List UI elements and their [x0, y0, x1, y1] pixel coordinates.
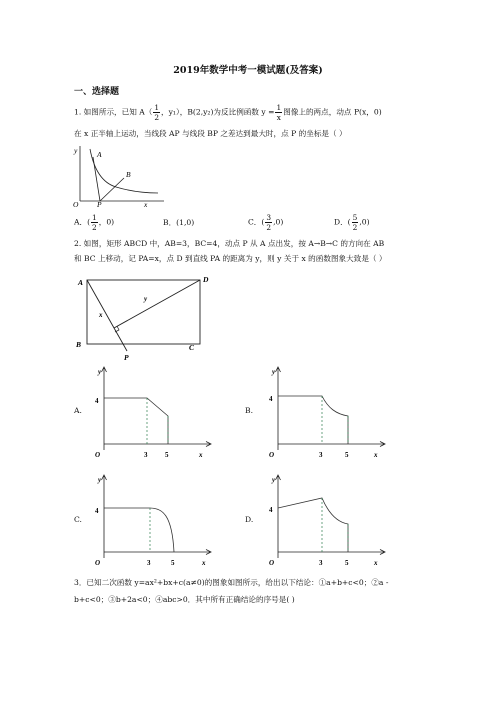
q2-graph-d-o: O [269, 559, 275, 567]
q1-option-c-tail: ,0) [273, 217, 284, 227]
q2-graph-b-x: x [374, 451, 378, 459]
q2-graph-d-y: y [272, 476, 276, 484]
q1-frac-func-den: x [276, 113, 281, 122]
q1-option-a-label: A．( [74, 217, 91, 227]
q1-option-c-den: 2 [266, 223, 272, 232]
q2-graph-d-x: x [374, 559, 378, 567]
x-axis [104, 442, 211, 447]
q1-fig-x: x [144, 200, 148, 209]
q2-graph-c-five: 5 [171, 559, 175, 567]
q2-graph-d-five: 5 [345, 559, 349, 567]
q1-fig-p: P [97, 200, 102, 209]
q2-graph-b-four: 4 [269, 395, 273, 403]
q1-fig-a: A [97, 150, 102, 159]
q2-graph-b [266, 364, 391, 464]
q2-graph-b-three: 3 [319, 451, 323, 459]
q2-number: 2. [74, 239, 82, 248]
q1-frac-func-num: 1 [276, 103, 282, 112]
q2-graph-a-five: 5 [165, 451, 169, 459]
q2-graph-c [92, 472, 217, 572]
q1-option-b: B．(1,0) [163, 218, 195, 227]
y-axis [102, 367, 107, 450]
x-axis [104, 550, 211, 555]
q2-graph-a-x: x [199, 451, 203, 459]
q1-option-c-label: C．( [248, 217, 265, 227]
q1-option-a-frac [91, 213, 98, 232]
y-axis [102, 475, 107, 558]
q2-graph-b-five: 5 [345, 451, 349, 459]
y-axis [276, 475, 281, 558]
q1-option-c-frac [265, 213, 272, 232]
q1-option-a-tail: ，0) [98, 217, 115, 227]
q2-rect-p: P [124, 353, 129, 362]
q2-rect-a: A [78, 278, 84, 287]
q3-line-2: b+c<0；③b+2a<0；④abc>0．其中所有正确结论的序号是( ) [74, 595, 295, 604]
q1-figure [72, 143, 172, 207]
q1-frac-a-den: 2 [154, 113, 160, 122]
q3-line-1: 3．已知二次函数 y=ax²+bx+c(a≠0)的图象如图所示，给出以下结论：①a+b+c<0；②a - [74, 578, 389, 587]
q1-line-1 [74, 103, 382, 122]
q2-line-1-text: 如图，矩形 ABCD 中，AB=3，BC=4，动点 P 从 A 点出发，按 A→B→C 的方向在 AB [83, 239, 385, 248]
q1-line-2: 在 x 正半轴上运动，当线段 AP 与线段 BP 之差达到最大时，点 P 的坐标是（ ） [74, 129, 347, 138]
q1-frac-a [153, 103, 160, 122]
y-axis [276, 367, 281, 450]
q2-graph-d-three: 3 [319, 559, 323, 567]
q1-frac-func [275, 103, 282, 122]
q2-rectangle-figure [72, 272, 212, 362]
q1-number: 1. [74, 107, 82, 117]
q2-graph-d-four: 4 [269, 506, 273, 514]
q1-option-a [74, 213, 114, 232]
section-heading: 一、选择题 [74, 87, 120, 97]
q2-graph-d [266, 472, 391, 572]
q2-rect-y: y [144, 295, 148, 303]
q1-fig-o: O [73, 200, 79, 209]
q1-option-d-num: 5 [352, 213, 358, 222]
q1-option-d-den: 2 [352, 223, 358, 232]
q2-line-2: 和 BC 上移动，记 PA=x，点 D 到直线 PA 的距离为 y，则 y 关于 x 的函数图象大致是（ ） [74, 254, 387, 263]
q1-text-b: ，y₁），B(2,y₂)为反比例函数 y = [161, 107, 275, 117]
q2-graph-a-y: y [98, 368, 102, 376]
q1-option-a-num: 1 [92, 213, 97, 222]
q1-fig-y: y [74, 146, 78, 155]
q2-graph-c-three: 3 [147, 559, 151, 567]
q1-option-d [334, 213, 370, 232]
q2-graph-a-four: 4 [95, 397, 99, 405]
q2-option-c-label: C. [74, 515, 82, 524]
q2-graph-a-three: 3 [144, 451, 148, 459]
q2-option-d-label: D. [245, 515, 254, 524]
q2-option-b-label: B. [245, 406, 253, 415]
q1-text-a: 如图所示，已知 A（ [83, 107, 153, 117]
q2-line-1 [74, 238, 384, 249]
q2-rect-b: B [76, 340, 82, 349]
q1-option-c-num: 3 [266, 213, 272, 222]
q2-graph-c-x: x [202, 559, 206, 567]
q1-option-c [248, 213, 283, 232]
q1-fig-b: B [126, 170, 131, 179]
q1-option-d-tail: ,0) [359, 217, 370, 227]
q2-option-a-label: A. [74, 406, 82, 415]
q2-graph-c-o: O [95, 559, 101, 567]
q2-rect-x: x [99, 311, 103, 319]
q1-text-c: 图像上的两点，动点 P(x，0) [283, 107, 382, 117]
q2-rect-c: C [189, 343, 195, 352]
q1-frac-a-num: 1 [154, 103, 160, 112]
q2-rect-d: D [203, 275, 209, 284]
q1-option-d-frac [352, 213, 359, 232]
q2-graph-b-y: y [272, 368, 276, 376]
x-axis [278, 550, 385, 555]
x-axis [278, 442, 385, 447]
q2-graph-a-o: O [95, 451, 101, 459]
q2-graph-b-o: O [269, 451, 275, 459]
q2-graph-c-four: 4 [95, 507, 99, 515]
q1-option-a-den: 2 [92, 223, 97, 232]
q2-graph-a [92, 364, 217, 464]
page-title: 2019年数学中考一模试题(及答案) [173, 65, 323, 76]
q2-graph-c-y: y [98, 476, 102, 484]
q1-option-d-label: D．( [334, 217, 351, 227]
